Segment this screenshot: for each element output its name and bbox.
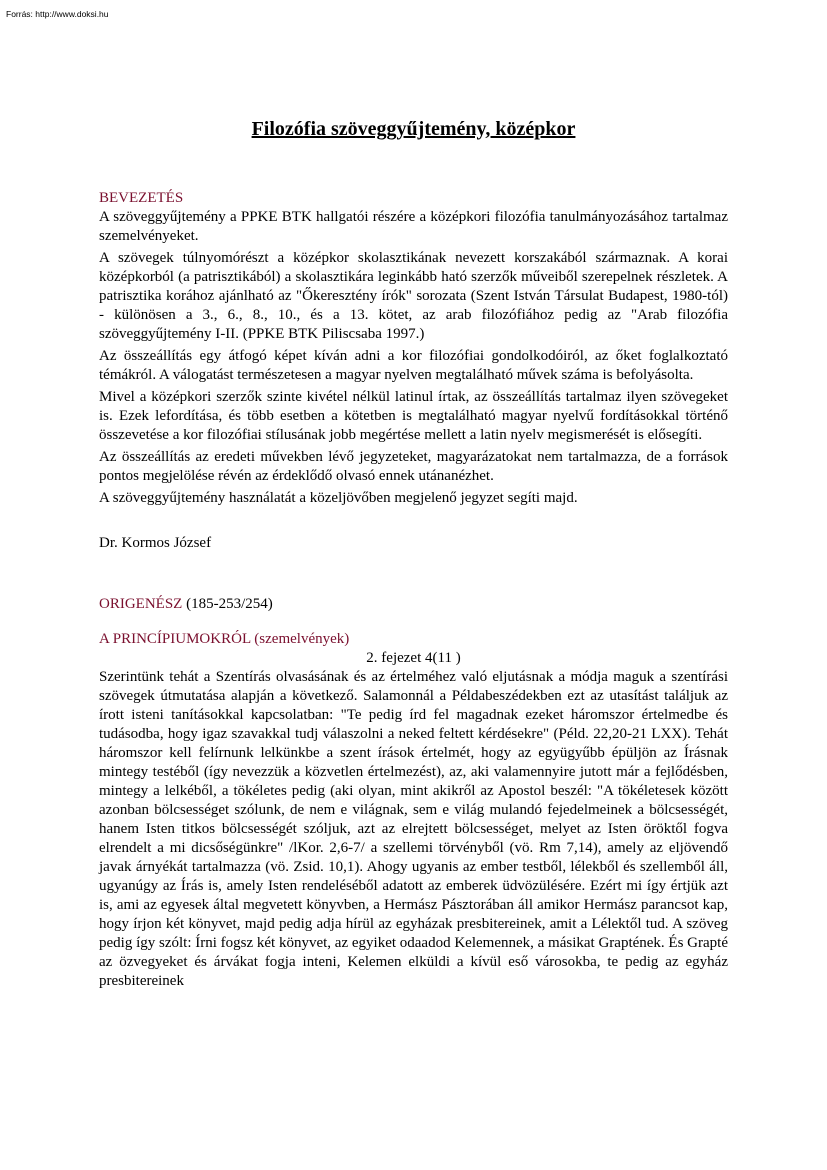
- work-title: A PRINCÍPIUMOKRÓL: [99, 631, 251, 647]
- author-heading: [99, 595, 728, 614]
- work-heading: [99, 630, 728, 649]
- document-body: [99, 117, 728, 991]
- intro-paragraph: A szöveggyűjtemény használatát a közeljövőben megjelenő jegyzet segíti majd.: [99, 490, 578, 506]
- intro-paragraph: Mivel a középkori szerzők szinte kivétel nélkül latinul írtak, az összeállítás tartalmaz ilyen szövegeket is. Ezek lefordítása, és több esetben a kötetben is megtalálható magyar nyelvű fordításokkal történő összevetése a kor filozófiai stílusának jobb megértése mellett a latin nyelv megismerését is elősegíti.: [99, 389, 728, 443]
- work-note: (szemelvények): [250, 631, 350, 647]
- intro-paragraph: A szöveggyűjtemény a PPKE BTK hallgatói részére a középkori filozófia tanulmányozásához tartalmaz szemelvényeket.: [99, 209, 728, 244]
- intro-paragraph: Az összeállítás az eredeti művekben lévő jegyzeteket, magyarázatokat nem tartalmazza, de a források pontos megjelölése révén az érdeklődő olvasó ennek utánanézhet.: [99, 449, 728, 484]
- author-dates: (185-253/254): [182, 596, 273, 612]
- intro-heading-text: BEVEZETÉS: [99, 190, 184, 206]
- author-name: ORIGENÉSZ: [99, 596, 183, 612]
- intro-heading: [99, 189, 728, 208]
- document-title: Filozófia szöveggyűjtemény, középkor: [251, 118, 576, 140]
- intro-paragraph: Az összeállítás egy átfogó képet kíván adni a kor filozófiai gondolkodóiról, az őket foglalkoztató témákról. A válogatást természetesen a magyar nyelven megtalálható művek száma is befolyásolta.: [99, 348, 728, 383]
- signature: Dr. Kormos József: [99, 535, 212, 551]
- section-body: Szerintünk tehát a Szentírás olvasásának és az értelméhez való eljutásnak a módja maguk a szentírási szövegek útmutatása alapján a következő. Salamonnál a Példabeszédekben ezt az utasítást találjuk az írott isteni tanításokkal kapcsolatban: "Te pedig írd fel magadnak ezeket háromszor értelmedbe és tudásodba, hogy igaz szavakkal tudj válaszolni a neked feltett kérdésekre" (Péld. 22,20-21 LXX). Tehát háromszor kell felírnunk lelkünkbe a szent írások értelmét, hogy az együgyűbb épüljön az Írásnak mintegy testéből (így nevezzük a közvetlen értelmezést), az, aki valamennyire jutott már a fejlődésben, mintegy a lelkéből, a tökéletes pedig (aki olyan, mint akikről az Apostol beszél: "A tökéletesek között azonban bölcsességet szólunk, de nem e világnak, sem e világ mulandó fejedelmeinek a bölcsességét, hanem Isten titkos bölcsességét szóljuk, azt az elrejtett bölcsességet, melyet az Isten öröktől fogva elrendelt a mi dicsőségünkre" /lKor. 2,6-7/ a szellemi törvényből (vö. Rm 7,14), amely az eljövendő javak árnyékát tartalmazza (vö. Zsid. 10,1). Ahogy ugyanis az ember testből, lélekből és szellemből áll, ugyanúgy az Írás is, amely Isten rendeléséből adatott az emberek üdvözülésére. Ezért mi így értjük azt is, ami az egyesek által megvetett könyvben, a Hermász Pásztorában áll amikor Hermász parancsot kap, hogy írjon két könyvet, majd pedig adja hírül az egyházak presbitereinek, amit a Lélektől tud. A szöveg pedig így szólt: Írni fogsz két könyvet, az egyiket odaadod Kelemennek, a másikat Graptének. És Grapté az özvegyeket és árvákat fogja inteni, Kelemen elküldi a kívül eső városokba, te pedig az egyház presbitereinek: [99, 669, 728, 989]
- chapter-label: 2. fejezet 4(11 ): [366, 650, 461, 666]
- intro-paragraph: A szövegek túlnyomórészt a középkor skolasztikának nevezett korszakából származnak. A korai középkorból (a patrisztikából) a skolasztikára leginkább ható szerzők műveiből szerepelnek részletek. A patrisztika korához ajánlható az "Őkeresztény írók" sorozata (Szent István Társulat Budapest, 1980-tól) - különösen a 3., 6., 8., 10., és a 13. kötet, az arab filozófiához pedig az "Arab filozófia szöveggyűjtemény I-II. (PPKE BTK Piliscsaba 1997.): [99, 250, 728, 342]
- source-line: Forrás: http://www.doksi.hu: [6, 9, 109, 19]
